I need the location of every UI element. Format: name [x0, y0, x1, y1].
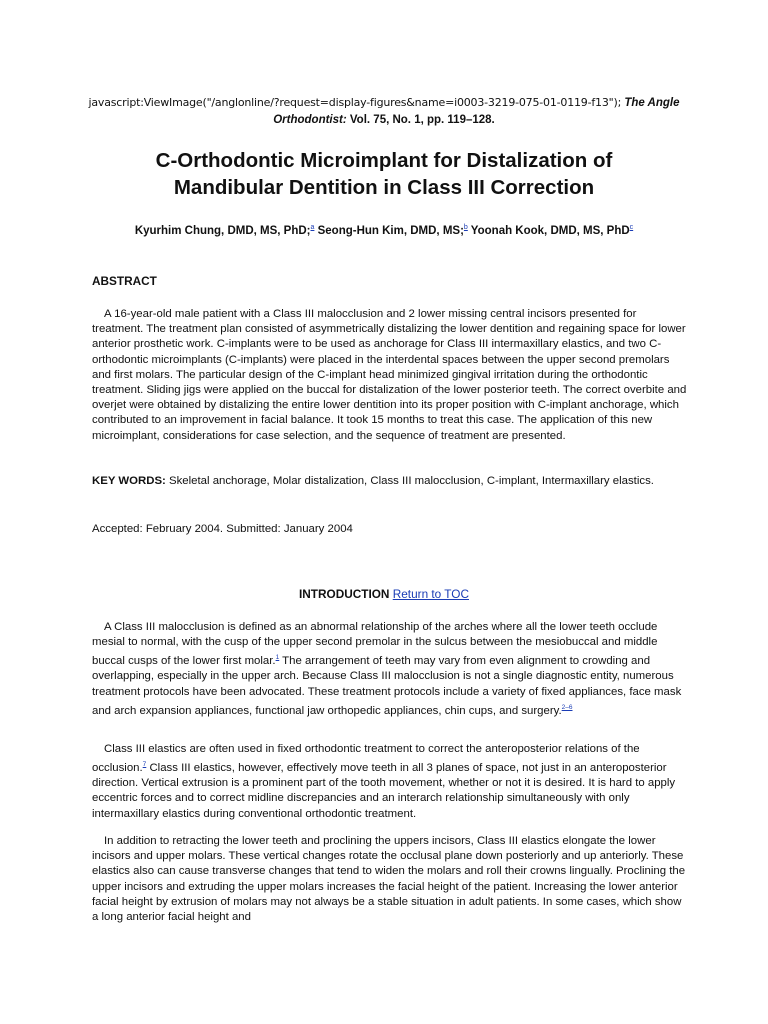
author-3-affiliation-link[interactable]: c: [629, 224, 634, 231]
reference-link-1[interactable]: 1: [275, 654, 280, 662]
keywords-label: KEY WORDS:: [92, 475, 166, 487]
introduction-heading: INTRODUCTION: [299, 587, 390, 601]
author-1-affiliation-link[interactable]: a: [310, 224, 315, 231]
intro-p1-part-a: A Class III malocclusion is defined as an abnormal relationship of the arches where all the lower teeth occlude mesial to normal, with the cusp of the upper second premolar in the sulcus between the mesiobuccal and middle buccal cusps of the lower first molar.: [92, 621, 658, 668]
intro-paragraph-2: [92, 742, 688, 822]
author-list: [40, 219, 728, 239]
journal-name: The Angle Orthodontist:: [273, 97, 680, 126]
introduction-heading-row: [0, 587, 768, 601]
article-title: [60, 147, 708, 201]
author-2: Seong-Hun Kim, DMD, MS;: [314, 224, 464, 237]
reference-link-2-6[interactable]: 2–6: [561, 703, 573, 711]
title-line-2: Mandibular Dentition in Class III Correction: [173, 176, 595, 199]
author-1: Kyurhim Chung, DMD, MS, PhD;: [134, 224, 311, 237]
abstract-body: A 16-year-old male patient with a Class III malocclusion and 2 lower missing central incisors presented for treatment. The treatment plan consisted of asymmetrically distalizing the lower dentition and regaining space for lower anterior prosthetic work. C-implants were to be used as anchorage for Class III intermaxillary elastics, and two C-orthodontic microimplants (C-implants) were placed in the interdental spaces between the upper second premolars and first molars. The particular design of the C-implant head minimized gingival irritation during the orthodontic treatment. Sliding jigs were applied on the buccal for distalization of the lower posterior teeth. The correct overbite and overjet were obtained by distalizing the entire lower dentition into its proper position with C-implant anchorage, which contributed to an improvement in facial balance. It took 15 months to treat this case. The application of this new microimplant, considerations for case selection, and the sequence of treatment are presented.: [92, 308, 687, 442]
journal-citation: Vol. 75, No. 1, pp. 119–128.: [346, 114, 495, 126]
source-citation: [60, 94, 708, 129]
keywords: [92, 474, 688, 489]
keywords-text: Skeletal anchorage, Molar distalization, Class III malocclusion, C-implant, Intermaxillary elastics.: [165, 475, 654, 487]
intro-p1-part-b: The arrangement of teeth may vary from even alignment to crowding and overlapping, especially in the upper arch. Because Class III malocclusion is not a single diagnostic entity, numerous treatment protocols have been advocated. These treatment protocols include a variety of fixed appliances, face mask and arch expansion appliances, functional jaw orthopedic appliances, chin cups, and surgery.: [92, 655, 682, 717]
viewimage-link[interactable]: javascript:ViewImage("/anglonline/?request=display-figures&name=i0003-3219-075-01-0119-f13");: [88, 96, 622, 109]
reference-link-7[interactable]: 7: [142, 761, 147, 769]
title-line-1: C-Orthodontic Microimplant for Distalization of: [155, 149, 613, 172]
abstract-text: [92, 307, 688, 444]
intro-p2-part-a: Class III elastics are often used in fixed orthodontic treatment to correct the anteroposterior relations of the occlusion.: [92, 743, 640, 774]
author-2-affiliation-link[interactable]: b: [463, 224, 468, 231]
accepted-date: Accepted: February 2004. Submitted: January 2004: [92, 523, 353, 535]
author-3: Yoonah Kook, DMD, MS, PhD: [467, 224, 630, 237]
return-to-toc-link[interactable]: Return to TOC: [392, 587, 469, 601]
intro-paragraph-1: [92, 620, 688, 719]
intro-p3-text: In addition to retracting the lower teeth and proclining the uppers incisors, Class III elastics elongate the lower incisors and upper molars. These vertical changes rotate the occlusal plane down posteriorly and up anteriorly. These elastics also can cause transverse changes that tend to widen the molars and roll their crowns lingually. Proclining the upper incisors and extruding the upper molars increases the facial height of the patient. Increasing the lower anterior facial height by extrusion of molars may not always be a stable situation in adult patients. In some cases, which show a long anterior facial height and: [92, 835, 686, 924]
intro-paragraph-3: [92, 834, 688, 925]
abstract-heading: ABSTRACT: [92, 274, 157, 288]
intro-p2-part-b: Class III elastics, however, effectively move teeth in all 3 planes of space, not just in an anteroposterior direction. Vertical extrusion is a prominent part of the tooth movement, whether or not it is desired. It is hard to apply eccentric forces and to correct midline discrepancies and an interarch relationship simultaneously with only intermaxillary elastics during conventional orthodontic treatment.: [92, 762, 676, 820]
